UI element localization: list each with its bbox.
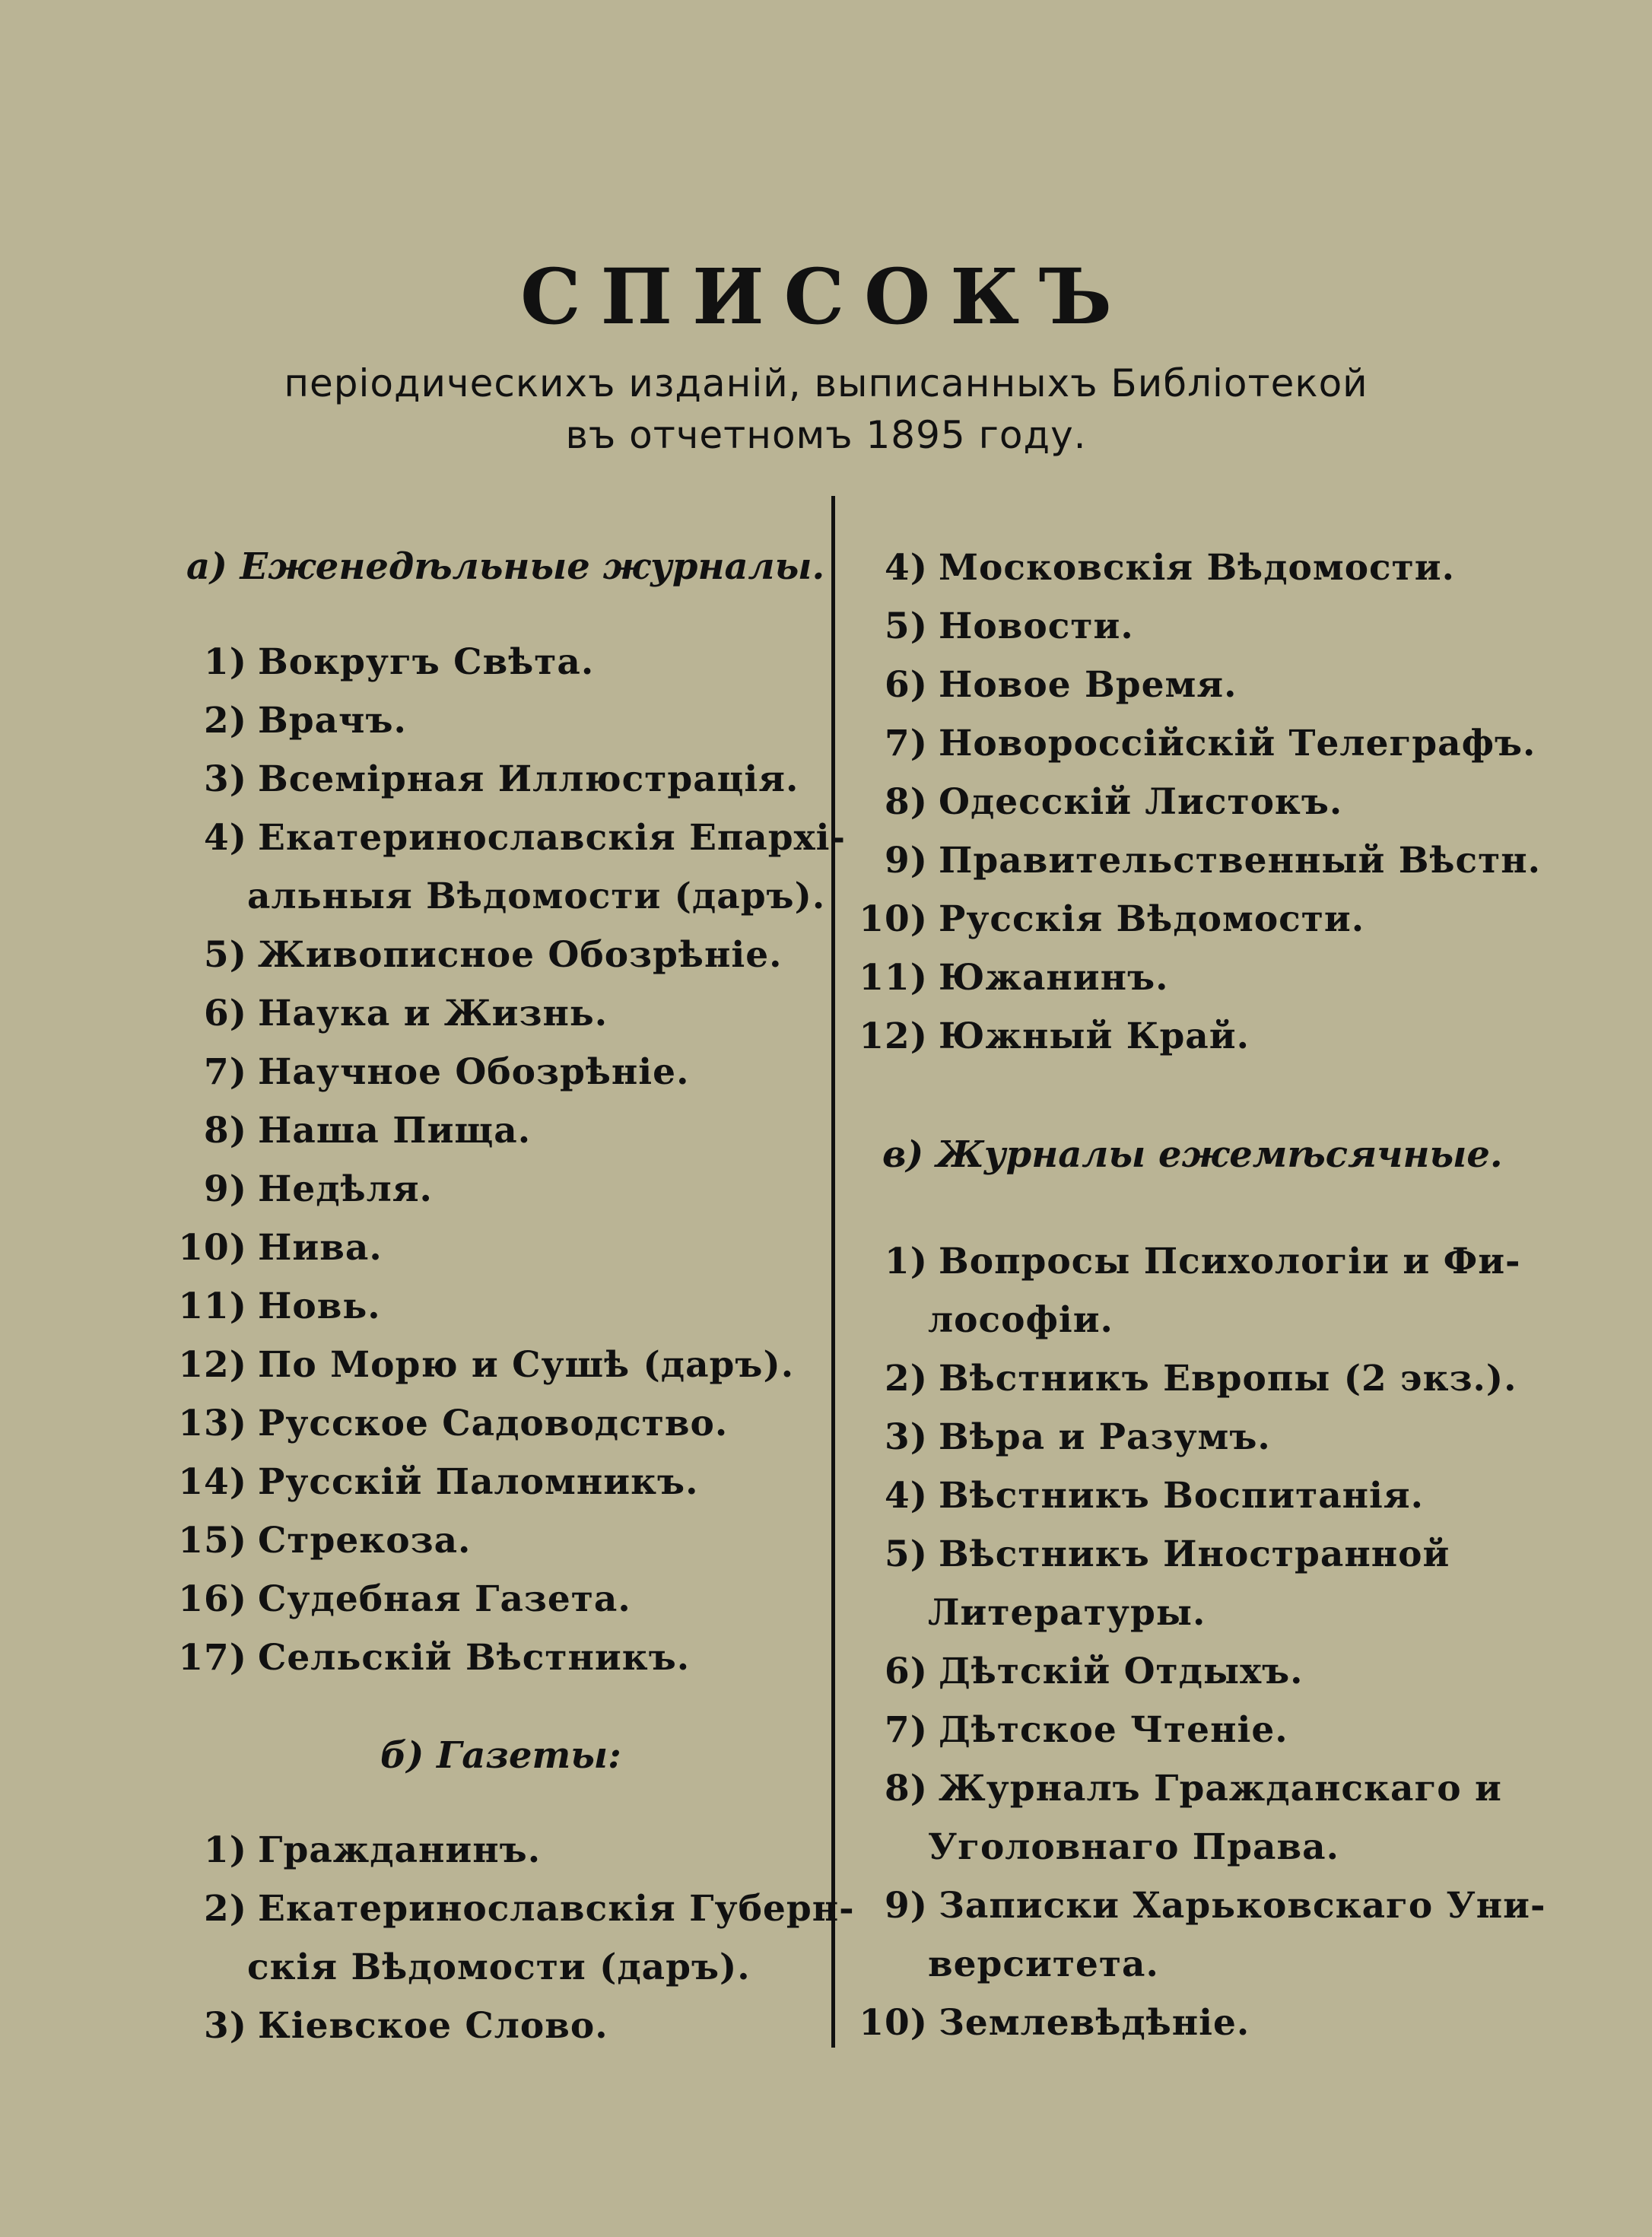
list-item: 3) Кіевское Слово. bbox=[204, 2005, 608, 2047]
list-item: 10) Русскія Вѣдомости. bbox=[859, 898, 1365, 940]
section-c-heading: в) Журналы ежемѣсячные. bbox=[882, 1133, 1503, 1176]
list-item: 6) Новое Время. bbox=[885, 664, 1237, 706]
list-item: 17) Сельскій Вѣстникъ. bbox=[178, 1637, 691, 1679]
page-subtitle bbox=[0, 357, 1652, 461]
list-item: 11) Южанинъ. bbox=[859, 957, 1169, 999]
list-item: 7) Дѣтское Чтеніе. bbox=[885, 1709, 1288, 1751]
list-item: 4) Вѣстникъ Воспитанія. bbox=[885, 1475, 1424, 1517]
list-item: 5) Живописное Обозрѣніе. bbox=[204, 934, 783, 976]
list-item: 6) Дѣтскій Отдыхъ. bbox=[885, 1651, 1304, 1692]
list-item: 10) Землевѣдѣніе. bbox=[859, 2002, 1250, 2044]
list-item: 10) Нива. bbox=[178, 1227, 383, 1269]
list-item-continuation: лософіи. bbox=[928, 1299, 1114, 1341]
list-item: 12) По Морю и Сушѣ (даръ). bbox=[178, 1344, 795, 1386]
list-item: 4) Московскія Вѣдомости. bbox=[885, 547, 1456, 589]
list-item: 9) Правительственный Вѣстн. bbox=[885, 840, 1541, 882]
list-item: 2) Екатеринославскія Губерн- bbox=[204, 1888, 855, 1930]
list-item: 8) Журналъ Гражданскаго и bbox=[885, 1768, 1502, 1810]
list-item: 7) Новороссійскій Телеграфъ. bbox=[885, 723, 1536, 764]
list-item: 3) Вѣра и Разумъ. bbox=[885, 1416, 1271, 1458]
list-item: 6) Наука и Жизнь. bbox=[204, 993, 608, 1034]
list-item-continuation: Уголовнаго Права. bbox=[928, 1826, 1339, 1868]
list-item: 3) Всемірная Иллюстрація. bbox=[204, 758, 799, 800]
list-item: 1) Гражданинъ. bbox=[204, 1829, 542, 1871]
list-item: 16) Судебная Газета. bbox=[178, 1578, 631, 1620]
subtitle-line-2: въ отчетномъ 1895 году. bbox=[565, 413, 1087, 457]
list-item-continuation: альныя Вѣдомости (даръ). bbox=[247, 875, 826, 917]
section-b-heading: б) Газеты: bbox=[380, 1734, 621, 1777]
list-item: 8) Наша Пища. bbox=[204, 1110, 532, 1152]
list-item: 8) Одесскій Листокъ. bbox=[885, 781, 1343, 823]
list-item: 1) Вокругъ Свѣта. bbox=[204, 641, 595, 683]
list-item-continuation: скія Вѣдомости (даръ). bbox=[247, 1946, 751, 1988]
list-item: 2) Врачъ. bbox=[204, 700, 407, 742]
column-divider bbox=[831, 496, 835, 2048]
section-a-heading: а) Еженедѣльные журналы. bbox=[186, 545, 825, 588]
list-item: 14) Русскій Паломникъ. bbox=[178, 1461, 699, 1503]
list-item: 2) Вѣстникъ Европы (2 экз.). bbox=[885, 1358, 1517, 1400]
list-item: 4) Екатеринославскія Епархі- bbox=[204, 817, 847, 859]
page-title: СПИСОКЪ bbox=[520, 252, 1132, 342]
list-item: 9) Недѣля. bbox=[204, 1168, 433, 1210]
list-item: 13) Русское Садоводство. bbox=[178, 1403, 729, 1444]
list-item-continuation: Литературы. bbox=[928, 1592, 1206, 1634]
subtitle-line-1: періодическихъ изданій, выписанныхъ Библіотекой bbox=[284, 361, 1368, 405]
list-item: 1) Вопросы Психологіи и Фи- bbox=[885, 1241, 1521, 1282]
list-item: 9) Записки Харьковскаго Уни- bbox=[885, 1885, 1546, 1927]
list-item: 5) Новости. bbox=[885, 605, 1134, 647]
list-item-continuation: верситета. bbox=[928, 1943, 1159, 1985]
list-item: 5) Вѣстникъ Иностранной bbox=[885, 1533, 1450, 1575]
list-item: 12) Южный Край. bbox=[859, 1015, 1250, 1057]
list-item: 7) Научное Обозрѣніе. bbox=[204, 1051, 690, 1093]
list-item: 11) Новь. bbox=[178, 1285, 381, 1327]
list-item: 15) Стрекоза. bbox=[178, 1520, 472, 1562]
